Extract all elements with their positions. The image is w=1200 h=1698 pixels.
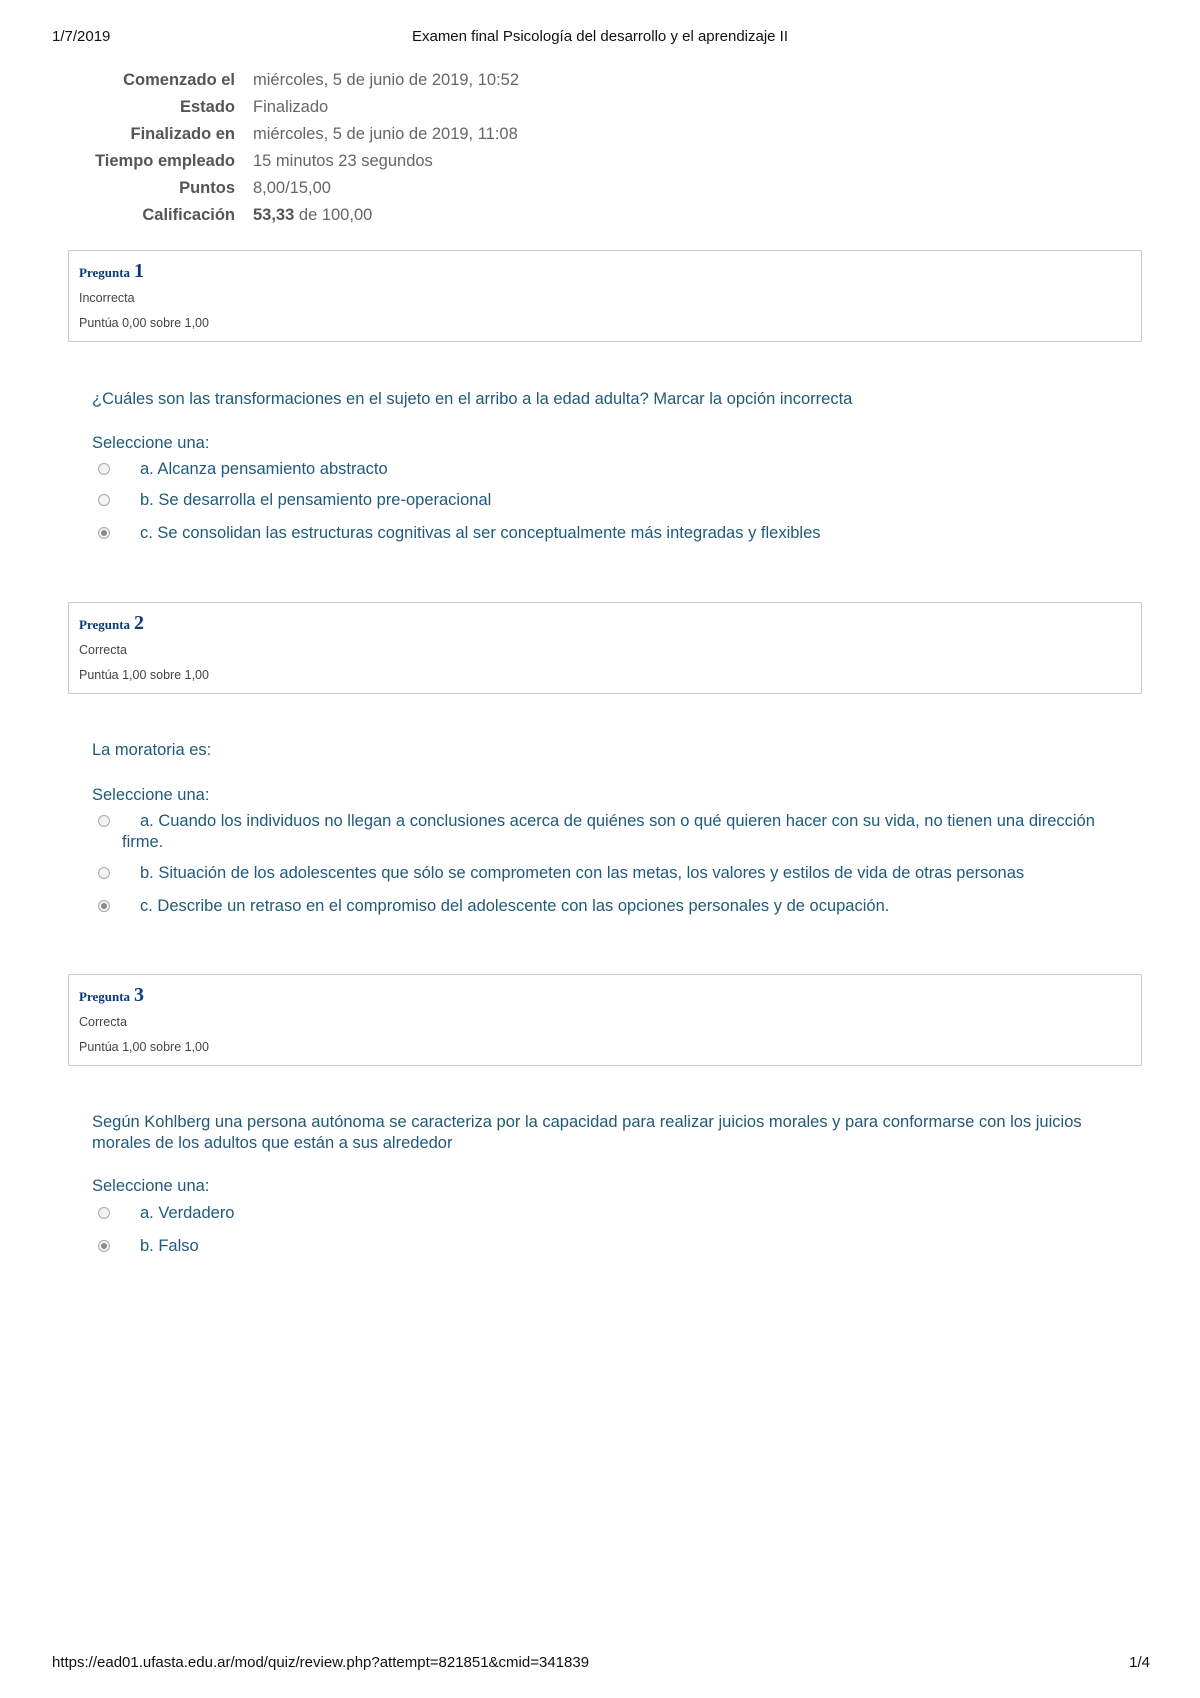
summary-row-marks (0, 176, 1200, 203)
page-url: https://ead01.ufasta.edu.ar/mod/quiz/review.php?attempt=821851&cmid=341839 (52, 1654, 590, 1671)
summary-value: 8,00/15,00 (253, 179, 331, 197)
select-prompt: Seleccione una: (92, 1177, 210, 1195)
question-info-1 (68, 250, 1142, 342)
answer-label: a. Cuando los individuos no llegan a conclusiones acerca de quiénes son o qué quieren hacer con su vida, no tienen una dirección firme. (122, 812, 1095, 851)
answer-option[interactable] (98, 490, 1108, 511)
answer-option[interactable] (98, 1203, 1108, 1224)
summary-row-finished (0, 122, 1200, 149)
question-text: La moratoria es: (92, 741, 212, 759)
summary-row-time-taken (0, 149, 1200, 176)
radio-button[interactable] (98, 815, 110, 827)
radio-button-selected[interactable] (98, 1240, 110, 1252)
summary-value: Finalizado (253, 98, 329, 116)
radio-button[interactable] (98, 494, 110, 506)
summary-label: Tiempo empleado (95, 152, 235, 170)
page-number: 1/4 (1129, 1654, 1150, 1671)
question-word: Pregunta (79, 265, 131, 280)
question-grade: Puntúa 1,00 sobre 1,00 (79, 668, 209, 682)
summary-label: Puntos (179, 179, 235, 197)
select-prompt: Seleccione una: (92, 434, 210, 452)
question-number (79, 984, 144, 1007)
summary-value: miércoles, 5 de junio de 2019, 11:08 (253, 125, 518, 143)
print-title: Examen final Psicología del desarrollo y el aprendizaje II (411, 28, 789, 45)
question-grade: Puntúa 1,00 sobre 1,00 (79, 1040, 209, 1054)
question-text: ¿Cuáles son las transformaciones en el sujeto en el arribo a la edad adulta? Marcar la opción incorrecta (92, 390, 853, 408)
question-text: Según Kohlberg una persona autónoma se caracteriza por la capacidad para realizar juicios morales y para conformarse con los juicios morales de los adultos que están a sus alrededor (92, 1113, 1082, 1152)
question-num: 2 (134, 612, 145, 634)
grade-score: 53,33 (253, 206, 295, 224)
question-num: 1 (134, 260, 145, 282)
summary-row-started (0, 68, 1200, 95)
summary-label: Comenzado el (123, 71, 235, 89)
question-number (79, 260, 144, 283)
question-number (79, 612, 144, 635)
answer-label: c. Describe un retraso en el compromiso del adolescente con las opciones personales y de ocupación. (140, 897, 890, 915)
summary-row-grade (0, 203, 1200, 230)
radio-button[interactable] (98, 463, 110, 475)
print-date: 1/7/2019 (52, 28, 111, 45)
question-grade: Puntúa 0,00 sobre 1,00 (79, 316, 209, 330)
question-word: Pregunta (79, 617, 131, 632)
question-info-2 (68, 602, 1142, 694)
summary-value: miércoles, 5 de junio de 2019, 10:52 (253, 71, 520, 89)
answer-option[interactable] (98, 811, 1108, 853)
answer-option[interactable] (98, 459, 1108, 480)
summary-label: Calificación (142, 206, 235, 224)
answer-option[interactable] (98, 1236, 1108, 1257)
select-prompt: Seleccione una: (92, 786, 210, 804)
radio-button-selected[interactable] (98, 900, 110, 912)
summary-label: Estado (179, 98, 235, 116)
radio-button-selected[interactable] (98, 527, 110, 539)
question-num: 3 (134, 984, 145, 1006)
attempt-summary (0, 68, 1200, 230)
answer-label: b. Situación de los adolescentes que sólo se comprometen con las metas, los valores y estilos de vida de otras personas (140, 864, 1025, 882)
answer-label: b. Falso (140, 1237, 199, 1255)
answer-option[interactable] (98, 523, 1108, 544)
question-state: Correcta (79, 643, 127, 657)
radio-button[interactable] (98, 1207, 110, 1219)
question-word: Pregunta (79, 989, 131, 1004)
print-header (0, 28, 1200, 50)
answer-label: b. Se desarrolla el pensamiento pre-operacional (140, 491, 492, 509)
question-state: Correcta (79, 1015, 127, 1029)
answer-option[interactable] (98, 863, 1108, 884)
answer-label: c. Se consolidan las estructuras cognitivas al ser conceptualmente más integradas y flexibles (140, 524, 821, 542)
summary-value: 15 minutos 23 segundos (253, 152, 433, 170)
answer-label: a. Verdadero (140, 1204, 235, 1222)
summary-label: Finalizado en (130, 125, 235, 143)
grade-suffix: de 100,00 (298, 206, 373, 224)
question-state: Incorrecta (79, 291, 135, 305)
radio-button[interactable] (98, 867, 110, 879)
answer-option[interactable] (98, 896, 1108, 917)
answer-label: a. Alcanza pensamiento abstracto (140, 460, 388, 478)
summary-value (253, 206, 372, 225)
summary-row-state (0, 95, 1200, 122)
question-info-3 (68, 974, 1142, 1066)
